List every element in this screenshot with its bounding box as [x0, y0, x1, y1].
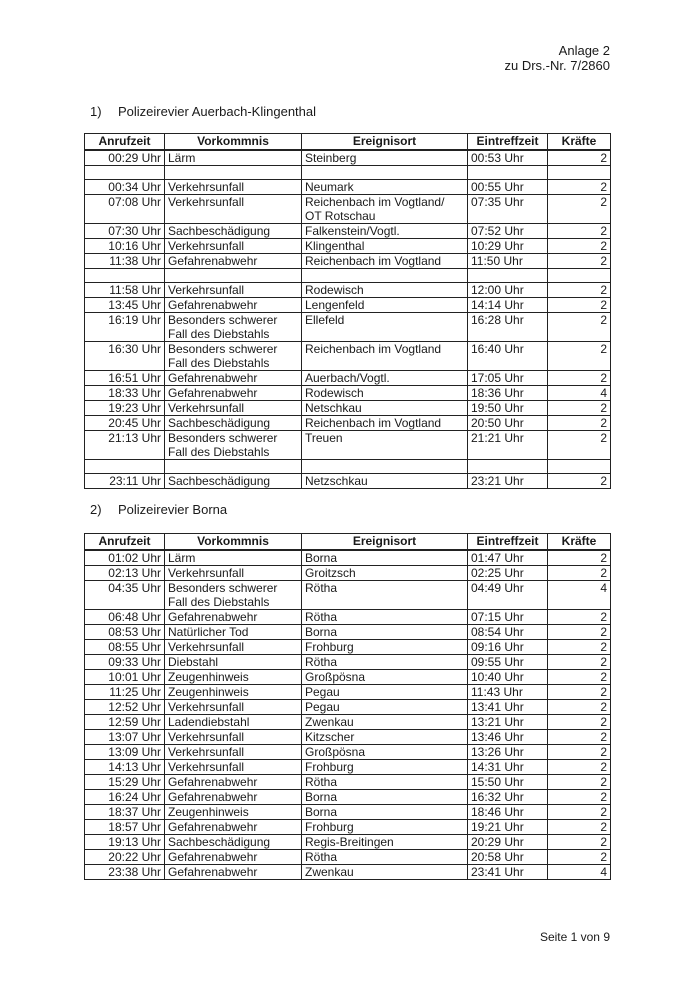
table-row: [85, 670, 611, 685]
cell-anrufzeit: 04:35 Uhr: [85, 581, 165, 610]
spacer-cell: [302, 460, 468, 474]
cell-kraefte: 2: [548, 730, 611, 745]
cell-anrufzeit: 11:38 Uhr: [85, 254, 165, 269]
cell-eintreffzeit: 09:55 Uhr: [468, 655, 548, 670]
cell-vorkommnis: Verkehrsunfall: [165, 760, 302, 775]
cell-ereignisort: Pegau: [302, 685, 468, 700]
cell-vorkommnis: Verkehrsunfall: [165, 180, 302, 195]
cell-anrufzeit: 11:58 Uhr: [85, 283, 165, 298]
cell-eintreffzeit: 00:55 Uhr: [468, 180, 548, 195]
cell-vorkommnis: Lärm: [165, 150, 302, 166]
cell-kraefte: 2: [548, 313, 611, 342]
cell-anrufzeit: 11:25 Uhr: [85, 685, 165, 700]
table-header-row: [85, 134, 611, 151]
cell-ereignisort: Reichenbach im Vogtland: [302, 416, 468, 431]
table-row: [85, 254, 611, 269]
spacer-row: [85, 269, 611, 283]
cell-eintreffzeit: 07:35 Uhr: [468, 195, 548, 224]
table-row: [85, 730, 611, 745]
cell-vorkommnis: Verkehrsunfall: [165, 401, 302, 416]
cell-anrufzeit: 09:33 Uhr: [85, 655, 165, 670]
cell-vorkommnis: Gefahrenabwehr: [165, 298, 302, 313]
cell-ereignisort: Großpösna: [302, 745, 468, 760]
spacer-cell: [468, 166, 548, 180]
cell-anrufzeit: 18:33 Uhr: [85, 386, 165, 401]
cell-eintreffzeit: 23:21 Uhr: [468, 474, 548, 489]
cell-anrufzeit: 10:16 Uhr: [85, 239, 165, 254]
cell-ereignisort: Borna: [302, 625, 468, 640]
spacer-cell: [548, 166, 611, 180]
section-number: 1): [90, 104, 102, 119]
table-row: [85, 416, 611, 431]
cell-vorkommnis: Verkehrsunfall: [165, 195, 302, 224]
cell-kraefte: 2: [548, 254, 611, 269]
cell-kraefte: 4: [548, 581, 611, 610]
cell-kraefte: 2: [548, 850, 611, 865]
table-row: [85, 342, 611, 371]
cell-kraefte: 2: [548, 150, 611, 166]
cell-eintreffzeit: 14:14 Uhr: [468, 298, 548, 313]
document-reference: zu Drs.-Nr. 7/2860: [504, 58, 610, 73]
cell-anrufzeit: 19:23 Uhr: [85, 401, 165, 416]
column-header-anrufzeit: Anrufzeit: [85, 134, 165, 151]
cell-eintreffzeit: 11:50 Uhr: [468, 254, 548, 269]
cell-ereignisort: Auerbach/Vogtl.: [302, 371, 468, 386]
cell-ereignisort: Frohburg: [302, 760, 468, 775]
cell-vorkommnis: Diebstahl: [165, 655, 302, 670]
cell-eintreffzeit: 13:41 Uhr: [468, 700, 548, 715]
cell-anrufzeit: 16:30 Uhr: [85, 342, 165, 371]
cell-anrufzeit: 18:57 Uhr: [85, 820, 165, 835]
cell-eintreffzeit: 16:28 Uhr: [468, 313, 548, 342]
cell-vorkommnis: Gefahrenabwehr: [165, 850, 302, 865]
section-number: 2): [90, 502, 102, 517]
spacer-row: [85, 460, 611, 474]
cell-anrufzeit: 19:13 Uhr: [85, 835, 165, 850]
cell-vorkommnis: Zeugenhinweis: [165, 670, 302, 685]
table-row: [85, 180, 611, 195]
column-header-ereignisort: Ereignisort: [302, 134, 468, 151]
cell-anrufzeit: 23:38 Uhr: [85, 865, 165, 880]
cell-anrufzeit: 21:13 Uhr: [85, 431, 165, 460]
cell-eintreffzeit: 16:40 Uhr: [468, 342, 548, 371]
cell-vorkommnis: Gefahrenabwehr: [165, 865, 302, 880]
section-name: Polizeirevier Borna: [118, 502, 228, 517]
spacer-cell: [165, 269, 302, 283]
cell-vorkommnis: Sachbeschädigung: [165, 416, 302, 431]
table-row: [85, 386, 611, 401]
table-row: [85, 640, 611, 655]
column-header-ereignisort: Ereignisort: [302, 534, 468, 551]
cell-vorkommnis: Verkehrsunfall: [165, 283, 302, 298]
table-row: [85, 581, 611, 610]
spacer-cell: [85, 269, 165, 283]
cell-ereignisort: Borna: [302, 550, 468, 566]
cell-vorkommnis: Gefahrenabwehr: [165, 386, 302, 401]
cell-vorkommnis: Natürlicher Tod: [165, 625, 302, 640]
cell-anrufzeit: 08:55 Uhr: [85, 640, 165, 655]
cell-vorkommnis: Besonders schwerer Fall des Diebstahls: [165, 431, 302, 460]
cell-anrufzeit: 00:34 Uhr: [85, 180, 165, 195]
table-row: [85, 224, 611, 239]
cell-ereignisort: Netzschkau: [302, 474, 468, 489]
column-header-kraefte: Kräfte: [548, 534, 611, 551]
table-row: [85, 850, 611, 865]
cell-kraefte: 2: [548, 685, 611, 700]
cell-anrufzeit: 16:51 Uhr: [85, 371, 165, 386]
section-name: Polizeirevier Auerbach-Klingenthal: [118, 104, 317, 119]
cell-eintreffzeit: 13:46 Uhr: [468, 730, 548, 745]
cell-ereignisort: Klingenthal: [302, 239, 468, 254]
cell-kraefte: 2: [548, 416, 611, 431]
cell-kraefte: 2: [548, 283, 611, 298]
cell-anrufzeit: 16:19 Uhr: [85, 313, 165, 342]
table-row: [85, 550, 611, 566]
cell-eintreffzeit: 14:31 Uhr: [468, 760, 548, 775]
cell-kraefte: 2: [548, 805, 611, 820]
cell-kraefte: 2: [548, 401, 611, 416]
cell-vorkommnis: Verkehrsunfall: [165, 640, 302, 655]
cell-eintreffzeit: 18:36 Uhr: [468, 386, 548, 401]
cell-anrufzeit: 23:11 Uhr: [85, 474, 165, 489]
cell-ereignisort: Treuen: [302, 431, 468, 460]
cell-vorkommnis: Besonders schwerer Fall des Diebstahls: [165, 342, 302, 371]
spacer-cell: [165, 460, 302, 474]
cell-ereignisort: Regis-Breitingen: [302, 835, 468, 850]
annex-label: Anlage 2: [558, 43, 610, 58]
column-header-eintreffzeit: Eintreffzeit: [468, 134, 548, 151]
table-row: [85, 805, 611, 820]
cell-eintreffzeit: 20:29 Uhr: [468, 835, 548, 850]
cell-eintreffzeit: 17:05 Uhr: [468, 371, 548, 386]
table-row: [85, 610, 611, 625]
cell-anrufzeit: 15:29 Uhr: [85, 775, 165, 790]
cell-ereignisort: Borna: [302, 805, 468, 820]
cell-eintreffzeit: 20:50 Uhr: [468, 416, 548, 431]
cell-anrufzeit: 02:13 Uhr: [85, 566, 165, 581]
spacer-cell: [548, 460, 611, 474]
column-header-anrufzeit: Anrufzeit: [85, 534, 165, 551]
cell-eintreffzeit: 10:40 Uhr: [468, 670, 548, 685]
spacer-cell: [85, 166, 165, 180]
cell-ereignisort: Rötha: [302, 775, 468, 790]
table-row: [85, 298, 611, 313]
cell-vorkommnis: Sachbeschädigung: [165, 835, 302, 850]
table-row: [85, 865, 611, 880]
cell-kraefte: 2: [548, 566, 611, 581]
spacer-cell: [468, 460, 548, 474]
table-row: [85, 715, 611, 730]
table-row: [85, 760, 611, 775]
cell-eintreffzeit: 00:53 Uhr: [468, 150, 548, 166]
incident-table-borna: [84, 533, 611, 880]
incident-table-auerbach: [84, 133, 611, 489]
cell-vorkommnis: Gefahrenabwehr: [165, 254, 302, 269]
cell-vorkommnis: Besonders schwerer Fall des Diebstahls: [165, 313, 302, 342]
cell-vorkommnis: Besonders schwerer Fall des Diebstahls: [165, 581, 302, 610]
cell-eintreffzeit: 18:46 Uhr: [468, 805, 548, 820]
cell-kraefte: 2: [548, 640, 611, 655]
cell-eintreffzeit: 21:21 Uhr: [468, 431, 548, 460]
cell-anrufzeit: 13:09 Uhr: [85, 745, 165, 760]
table-row: [85, 685, 611, 700]
cell-kraefte: 2: [548, 700, 611, 715]
spacer-cell: [165, 166, 302, 180]
table-row: [85, 655, 611, 670]
cell-kraefte: 2: [548, 670, 611, 685]
cell-anrufzeit: 10:01 Uhr: [85, 670, 165, 685]
cell-kraefte: 2: [548, 180, 611, 195]
cell-vorkommnis: Ladendiebstahl: [165, 715, 302, 730]
cell-vorkommnis: Gefahrenabwehr: [165, 790, 302, 805]
cell-ereignisort: Kitzscher: [302, 730, 468, 745]
cell-vorkommnis: Sachbeschädigung: [165, 474, 302, 489]
cell-ereignisort: Steinberg: [302, 150, 468, 166]
cell-kraefte: 2: [548, 835, 611, 850]
document-header: [505, 43, 611, 73]
cell-anrufzeit: 01:02 Uhr: [85, 550, 165, 566]
cell-eintreffzeit: 01:47 Uhr: [468, 550, 548, 566]
cell-vorkommnis: Gefahrenabwehr: [165, 775, 302, 790]
cell-kraefte: 2: [548, 239, 611, 254]
cell-vorkommnis: Verkehrsunfall: [165, 745, 302, 760]
spacer-row: [85, 166, 611, 180]
table-row: [85, 835, 611, 850]
cell-ereignisort: Reichenbach im Vogtland/ OT Rotschau: [302, 195, 468, 224]
cell-eintreffzeit: 16:32 Uhr: [468, 790, 548, 805]
cell-anrufzeit: 00:29 Uhr: [85, 150, 165, 166]
cell-eintreffzeit: 08:54 Uhr: [468, 625, 548, 640]
table-row: [85, 700, 611, 715]
column-header-vorkommnis: Vorkommnis: [165, 534, 302, 551]
table-row: [85, 625, 611, 640]
cell-ereignisort: Pegau: [302, 700, 468, 715]
cell-ereignisort: Rötha: [302, 850, 468, 865]
spacer-cell: [302, 269, 468, 283]
cell-kraefte: 2: [548, 195, 611, 224]
cell-eintreffzeit: 15:50 Uhr: [468, 775, 548, 790]
cell-kraefte: 2: [548, 298, 611, 313]
cell-kraefte: 2: [548, 371, 611, 386]
cell-eintreffzeit: 13:21 Uhr: [468, 715, 548, 730]
cell-eintreffzeit: 07:52 Uhr: [468, 224, 548, 239]
cell-ereignisort: Neumark: [302, 180, 468, 195]
cell-anrufzeit: 07:30 Uhr: [85, 224, 165, 239]
cell-kraefte: 4: [548, 865, 611, 880]
cell-ereignisort: Groitzsch: [302, 566, 468, 581]
cell-kraefte: 2: [548, 655, 611, 670]
cell-vorkommnis: Gefahrenabwehr: [165, 371, 302, 386]
table-row: [85, 790, 611, 805]
cell-eintreffzeit: 23:41 Uhr: [468, 865, 548, 880]
table-row: [85, 283, 611, 298]
table-row: [85, 820, 611, 835]
cell-vorkommnis: Lärm: [165, 550, 302, 566]
cell-eintreffzeit: 19:50 Uhr: [468, 401, 548, 416]
cell-vorkommnis: Verkehrsunfall: [165, 730, 302, 745]
cell-vorkommnis: Gefahrenabwehr: [165, 610, 302, 625]
cell-vorkommnis: Verkehrsunfall: [165, 239, 302, 254]
cell-ereignisort: Netschkau: [302, 401, 468, 416]
cell-ereignisort: Reichenbach im Vogtland: [302, 254, 468, 269]
table-row: [85, 775, 611, 790]
cell-kraefte: 2: [548, 431, 611, 460]
cell-ereignisort: Frohburg: [302, 820, 468, 835]
cell-kraefte: 2: [548, 775, 611, 790]
cell-ereignisort: Rodewisch: [302, 386, 468, 401]
cell-eintreffzeit: 09:16 Uhr: [468, 640, 548, 655]
cell-kraefte: 2: [548, 820, 611, 835]
cell-kraefte: 4: [548, 386, 611, 401]
cell-anrufzeit: 07:08 Uhr: [85, 195, 165, 224]
cell-ereignisort: Rodewisch: [302, 283, 468, 298]
cell-vorkommnis: Zeugenhinweis: [165, 805, 302, 820]
column-header-kraefte: Kräfte: [548, 134, 611, 151]
cell-ereignisort: Rötha: [302, 610, 468, 625]
cell-anrufzeit: 14:13 Uhr: [85, 760, 165, 775]
cell-vorkommnis: Gefahrenabwehr: [165, 820, 302, 835]
cell-anrufzeit: 20:22 Uhr: [85, 850, 165, 865]
spacer-cell: [302, 166, 468, 180]
table-row: [85, 566, 611, 581]
cell-ereignisort: Rötha: [302, 655, 468, 670]
cell-eintreffzeit: 07:15 Uhr: [468, 610, 548, 625]
cell-kraefte: 2: [548, 224, 611, 239]
table-row: [85, 239, 611, 254]
table-row: [85, 401, 611, 416]
cell-kraefte: 2: [548, 790, 611, 805]
cell-anrufzeit: 08:53 Uhr: [85, 625, 165, 640]
cell-ereignisort: Frohburg: [302, 640, 468, 655]
cell-anrufzeit: 16:24 Uhr: [85, 790, 165, 805]
cell-vorkommnis: Sachbeschädigung: [165, 224, 302, 239]
cell-kraefte: 2: [548, 760, 611, 775]
table-row: [85, 195, 611, 224]
column-header-eintreffzeit: Eintreffzeit: [468, 534, 548, 551]
spacer-cell: [85, 460, 165, 474]
cell-anrufzeit: 13:45 Uhr: [85, 298, 165, 313]
cell-kraefte: 2: [548, 715, 611, 730]
cell-anrufzeit: 12:52 Uhr: [85, 700, 165, 715]
cell-kraefte: 2: [548, 745, 611, 760]
spacer-cell: [468, 269, 548, 283]
cell-vorkommnis: Verkehrsunfall: [165, 700, 302, 715]
cell-anrufzeit: 20:45 Uhr: [85, 416, 165, 431]
cell-ereignisort: Zwenkau: [302, 865, 468, 880]
cell-anrufzeit: 18:37 Uhr: [85, 805, 165, 820]
cell-kraefte: 2: [548, 550, 611, 566]
column-header-vorkommnis: Vorkommnis: [165, 134, 302, 151]
cell-eintreffzeit: 11:43 Uhr: [468, 685, 548, 700]
section-title-2: [90, 502, 227, 517]
cell-anrufzeit: 06:48 Uhr: [85, 610, 165, 625]
table-row: [85, 431, 611, 460]
cell-vorkommnis: Zeugenhinweis: [165, 685, 302, 700]
table-row: [85, 150, 611, 166]
cell-vorkommnis: Verkehrsunfall: [165, 566, 302, 581]
cell-ereignisort: Reichenbach im Vogtland: [302, 342, 468, 371]
cell-eintreffzeit: 04:49 Uhr: [468, 581, 548, 610]
cell-ereignisort: Rötha: [302, 581, 468, 610]
cell-anrufzeit: 13:07 Uhr: [85, 730, 165, 745]
cell-eintreffzeit: 19:21 Uhr: [468, 820, 548, 835]
table-row: [85, 371, 611, 386]
cell-eintreffzeit: 10:29 Uhr: [468, 239, 548, 254]
cell-kraefte: 2: [548, 610, 611, 625]
cell-ereignisort: Falkenstein/Vogtl.: [302, 224, 468, 239]
cell-eintreffzeit: 13:26 Uhr: [468, 745, 548, 760]
table-header-row: [85, 534, 611, 551]
cell-kraefte: 2: [548, 625, 611, 640]
cell-kraefte: 2: [548, 474, 611, 489]
table-row: [85, 313, 611, 342]
table-row: [85, 745, 611, 760]
cell-ereignisort: Ellefeld: [302, 313, 468, 342]
page-number: Seite 1 von 9: [539, 930, 610, 944]
cell-ereignisort: Lengenfeld: [302, 298, 468, 313]
spacer-cell: [548, 269, 611, 283]
cell-eintreffzeit: 20:58 Uhr: [468, 850, 548, 865]
cell-ereignisort: Zwenkau: [302, 715, 468, 730]
section-title-1: [90, 104, 316, 119]
cell-anrufzeit: 12:59 Uhr: [85, 715, 165, 730]
cell-ereignisort: Borna: [302, 790, 468, 805]
cell-kraefte: 2: [548, 342, 611, 371]
cell-eintreffzeit: 02:25 Uhr: [468, 566, 548, 581]
cell-ereignisort: Großpösna: [302, 670, 468, 685]
cell-eintreffzeit: 12:00 Uhr: [468, 283, 548, 298]
table-row: [85, 474, 611, 489]
